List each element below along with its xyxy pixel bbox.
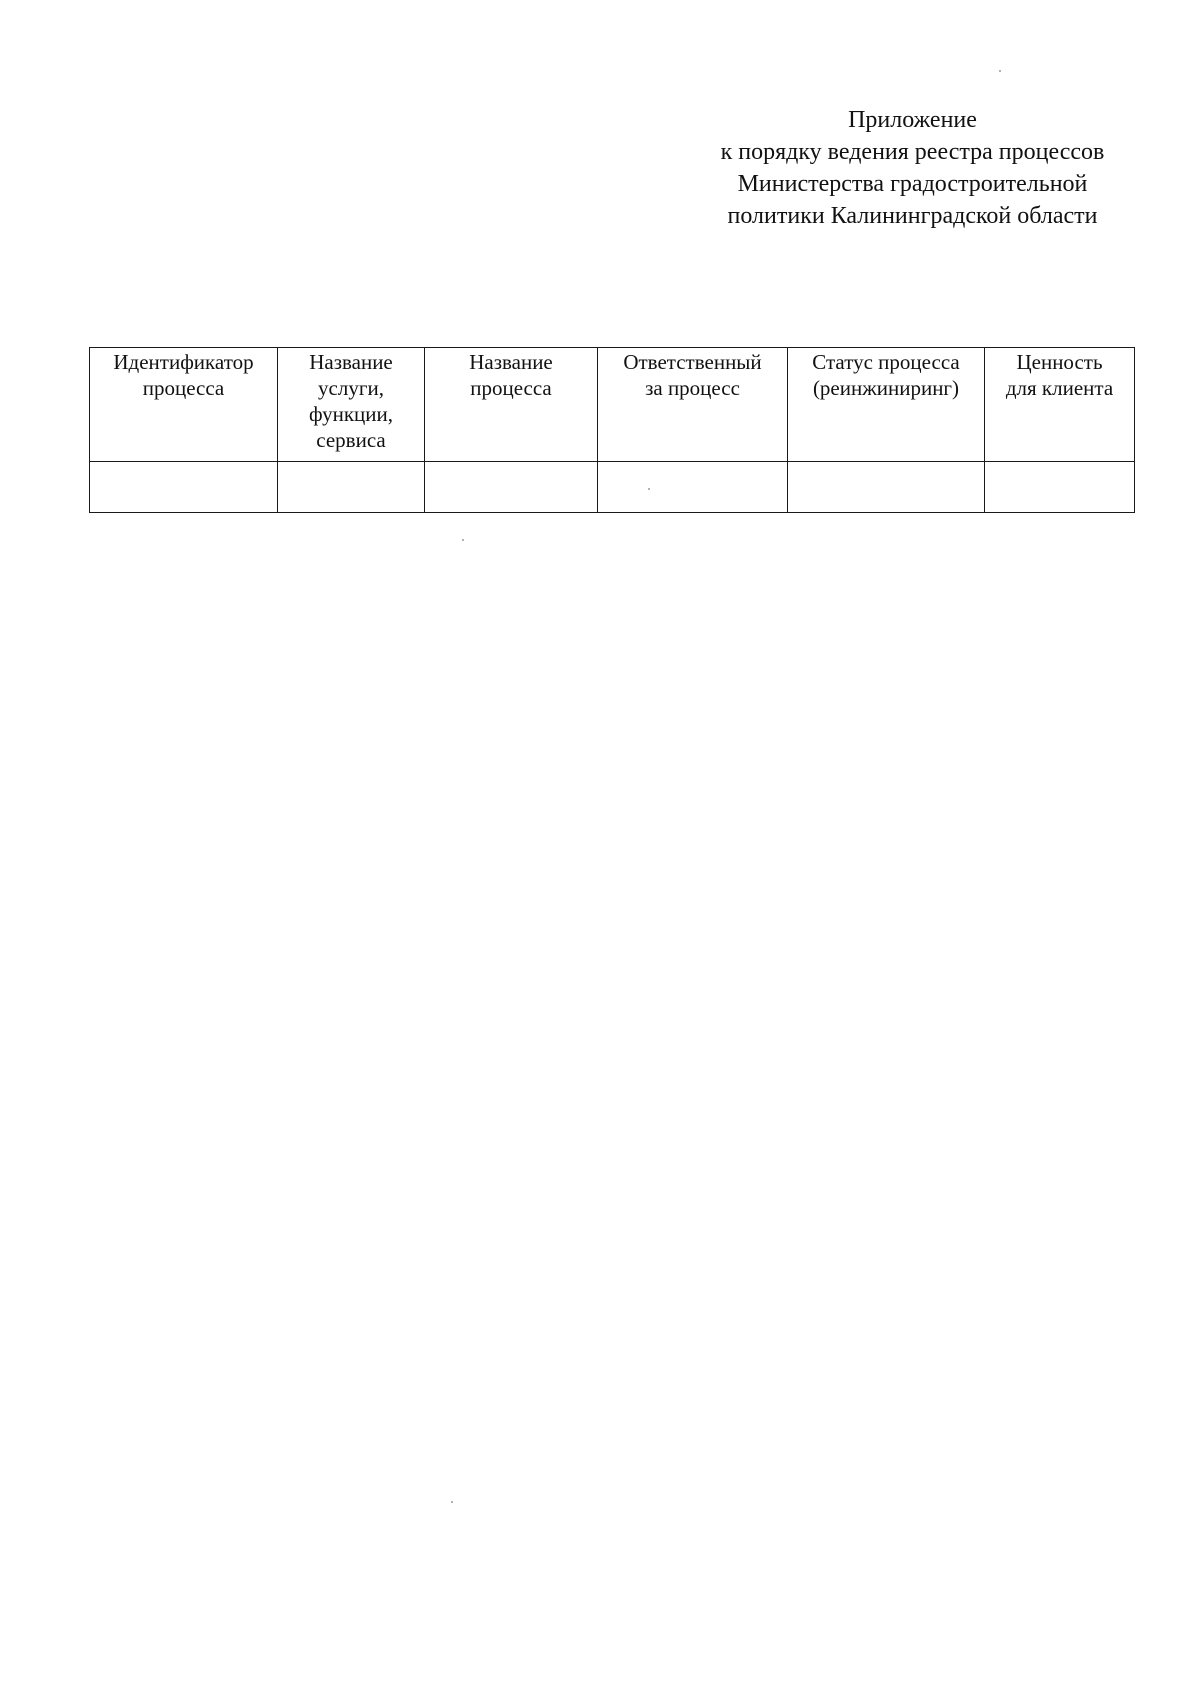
table-cell: [985, 462, 1135, 513]
heading-line: политики Калининградской области: [727, 203, 1098, 229]
process-registry-table: [89, 347, 1135, 513]
column-header-process-id: Идентификатор процесса: [90, 348, 278, 462]
column-header-client-value: Ценность для клиента: [985, 348, 1135, 462]
appendix-heading: [640, 104, 1185, 232]
scan-speck: [648, 488, 650, 490]
table-row: [90, 462, 1135, 513]
scan-speck: [451, 1501, 453, 1503]
scan-speck: [999, 70, 1001, 72]
column-header-responsible: Ответственный за процесс: [598, 348, 788, 462]
column-header-process-status: Статус процесса (реинжиниринг): [788, 348, 985, 462]
table-cell: [788, 462, 985, 513]
table-header-row: [90, 348, 1135, 462]
heading-line: Приложение: [848, 107, 977, 133]
heading-line: к порядку ведения реестра процессов: [720, 139, 1105, 165]
heading-line: Министерства градостроительной: [737, 171, 1088, 197]
scan-speck: [462, 539, 464, 541]
table-cell: [598, 462, 788, 513]
table-cell: [425, 462, 598, 513]
table-cell: [90, 462, 278, 513]
table-cell: [278, 462, 425, 513]
column-header-service-name: Название услуги, функции, сервиса: [278, 348, 425, 462]
column-header-process-name: Название процесса: [425, 348, 598, 462]
